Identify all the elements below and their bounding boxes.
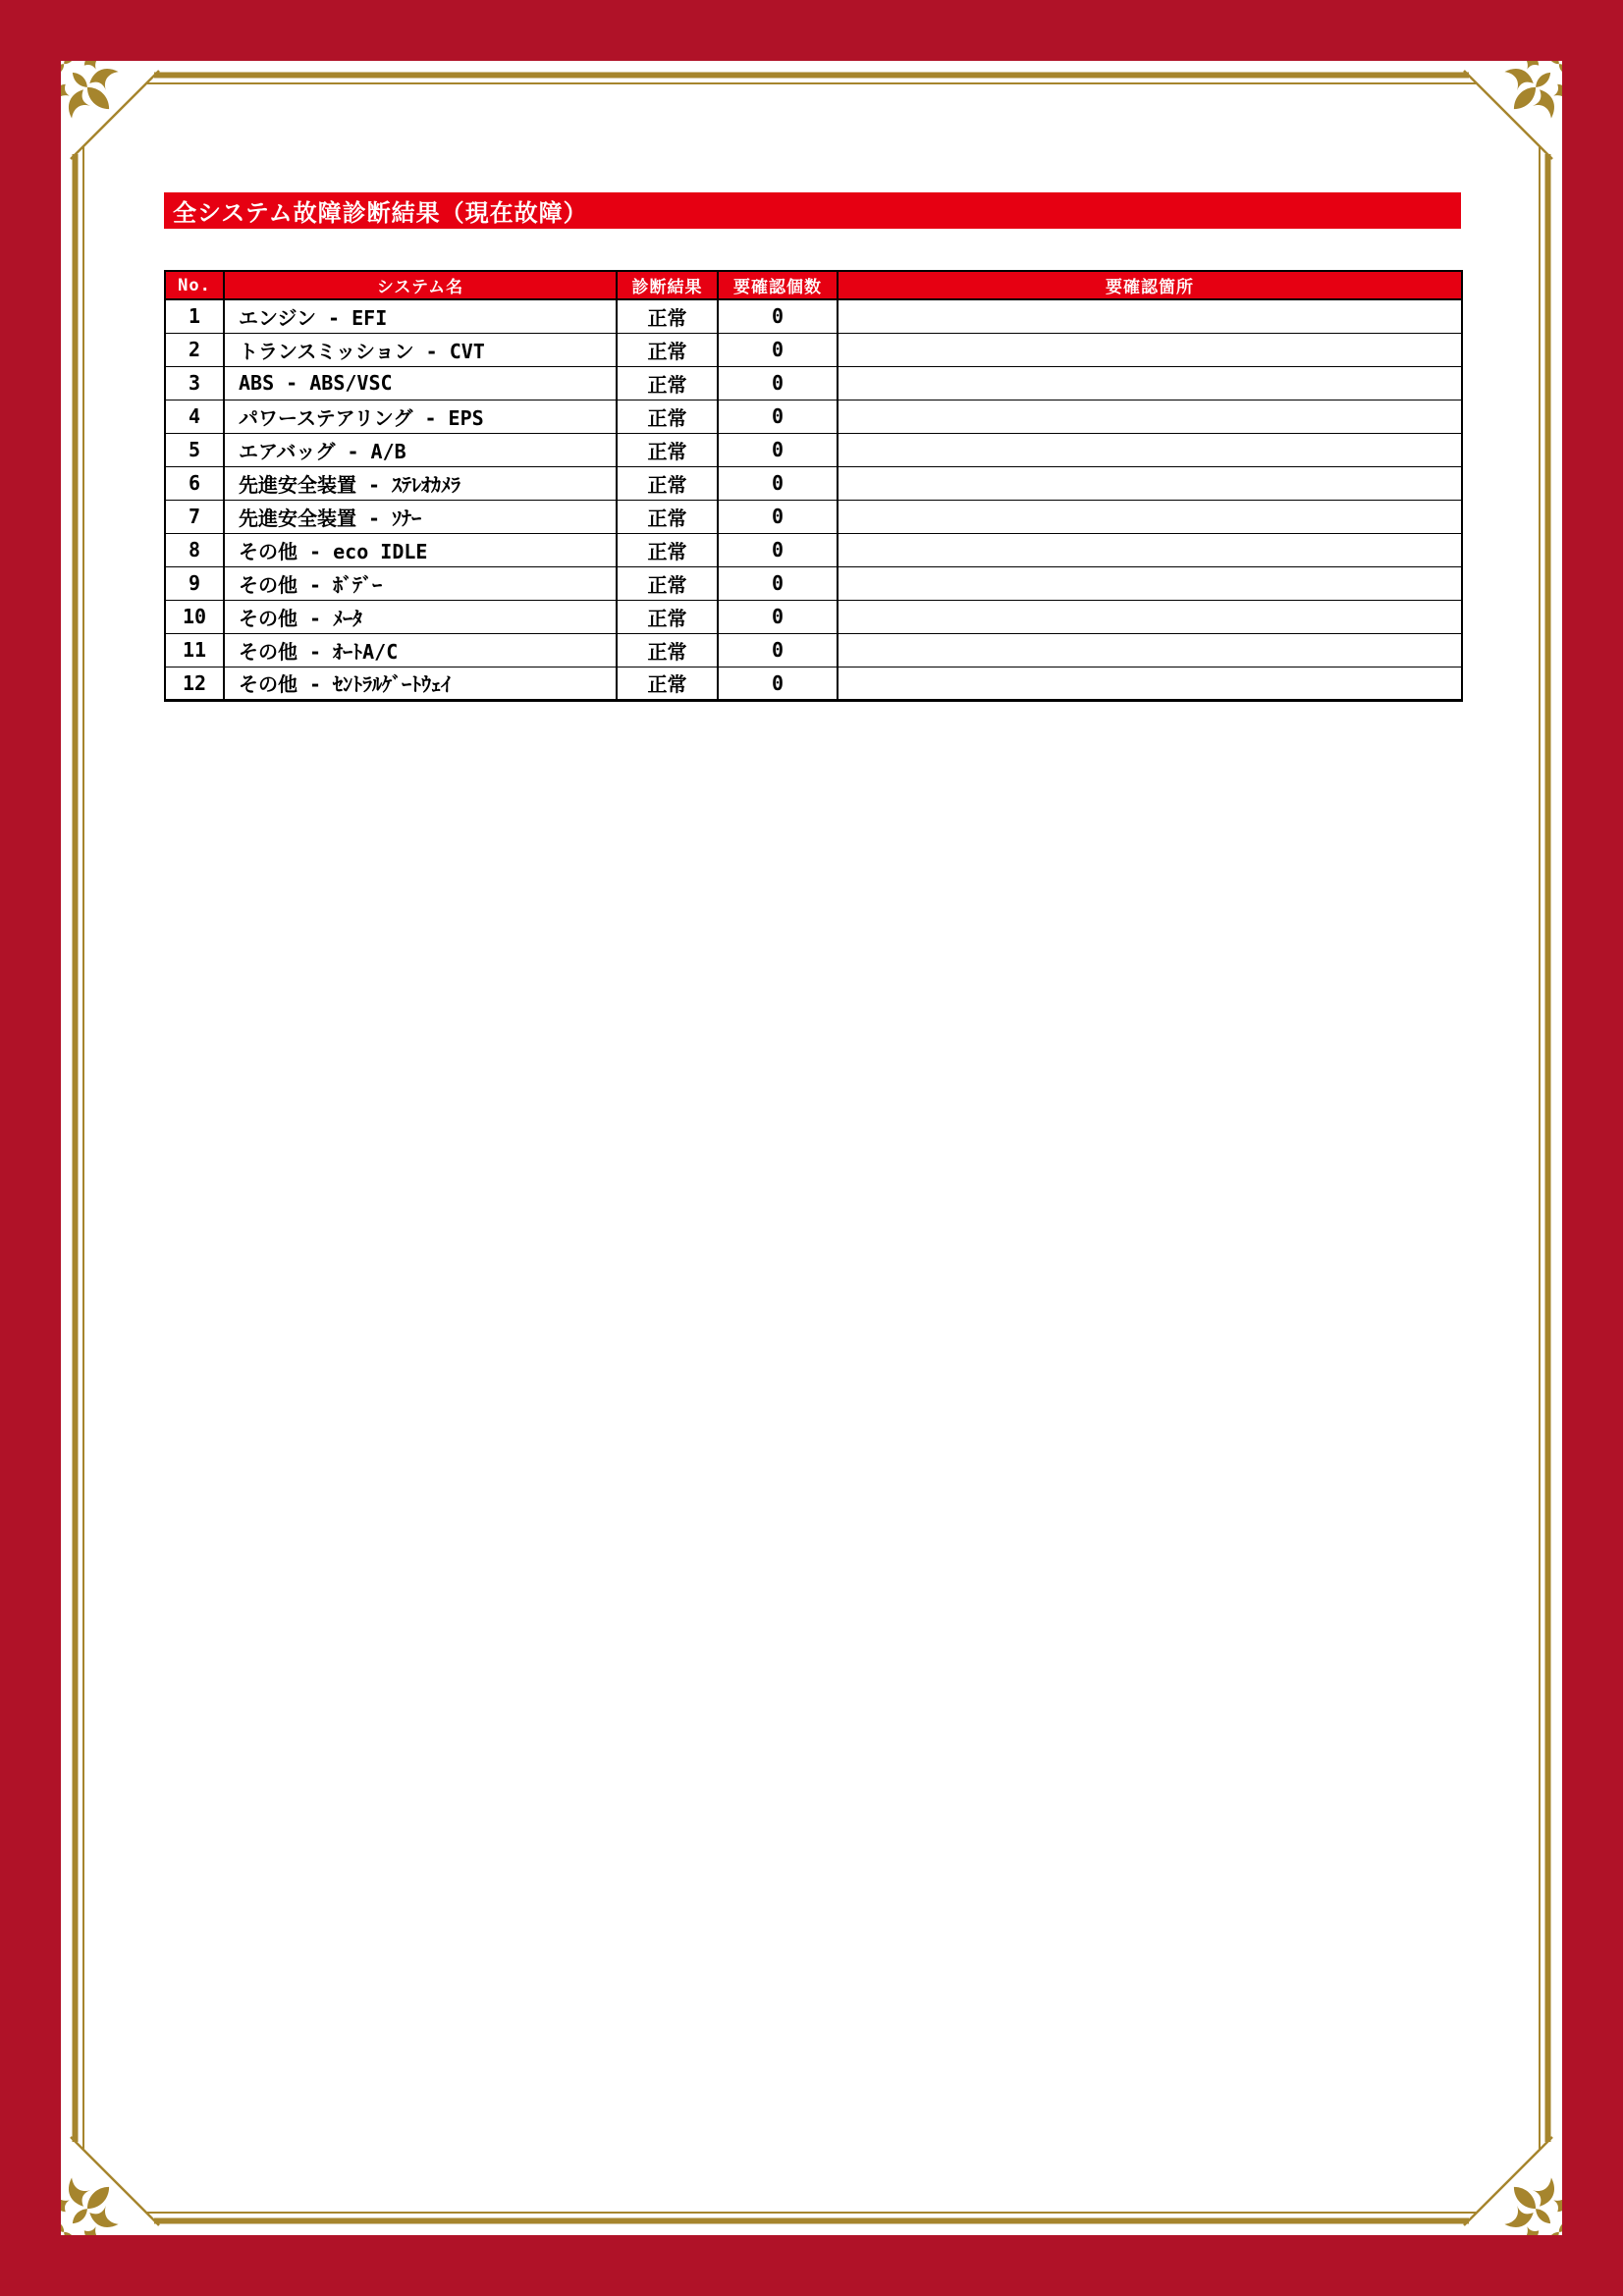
- row-result: 正常: [617, 433, 718, 466]
- header-confirm-count: 要確認個数: [718, 271, 838, 299]
- row-count: 0: [718, 366, 838, 400]
- row-no: 1: [165, 299, 224, 333]
- row-count: 0: [718, 333, 838, 366]
- row-note: [838, 333, 1462, 366]
- row-count: 0: [718, 533, 838, 566]
- row-note: [838, 600, 1462, 633]
- table-row: [165, 299, 1462, 333]
- row-system: 先進安全装置 - ｿﾅｰ: [224, 500, 617, 533]
- row-note: [838, 667, 1462, 700]
- row-no: 7: [165, 500, 224, 533]
- table-row: [165, 667, 1462, 700]
- page-title: 全システム故障診断結果（現在故障）: [173, 199, 588, 227]
- row-count: 0: [718, 667, 838, 700]
- row-result: 正常: [617, 566, 718, 600]
- row-note: [838, 466, 1462, 500]
- row-note: [838, 500, 1462, 533]
- row-system: その他 - ｾﾝﾄﾗﾙｹﾞｰﾄｳｪｲ: [224, 667, 617, 700]
- row-note: [838, 433, 1462, 466]
- row-system: その他 - ｵｰﾄA/C: [224, 633, 617, 667]
- row-count: 0: [718, 566, 838, 600]
- table-row: [165, 400, 1462, 433]
- table-row: [165, 333, 1462, 366]
- row-no: 2: [165, 333, 224, 366]
- row-system: エアバッグ - A/B: [224, 433, 617, 466]
- row-note: [838, 400, 1462, 433]
- row-count: 0: [718, 600, 838, 633]
- row-result: 正常: [617, 333, 718, 366]
- row-count: 0: [718, 299, 838, 333]
- table-row: [165, 466, 1462, 500]
- row-note: [838, 299, 1462, 333]
- table-row: [165, 633, 1462, 667]
- row-no: 3: [165, 366, 224, 400]
- page-content: [61, 61, 1562, 2235]
- table-row: [165, 566, 1462, 600]
- row-count: 0: [718, 633, 838, 667]
- row-result: 正常: [617, 500, 718, 533]
- header-confirm-location: 要確認箇所: [838, 271, 1462, 299]
- header-system-name: システム名: [224, 271, 617, 299]
- table-row: [165, 600, 1462, 633]
- row-count: 0: [718, 500, 838, 533]
- row-system: ABS - ABS/VSC: [224, 366, 617, 400]
- row-result: 正常: [617, 366, 718, 400]
- diagnostic-results-table: [164, 270, 1463, 702]
- row-count: 0: [718, 466, 838, 500]
- table-row: [165, 533, 1462, 566]
- row-count: 0: [718, 433, 838, 466]
- header-diagnosis-result: 診断結果: [617, 271, 718, 299]
- row-result: 正常: [617, 667, 718, 700]
- row-note: [838, 633, 1462, 667]
- table-row: [165, 433, 1462, 466]
- table-row: [165, 500, 1462, 533]
- row-no: 6: [165, 466, 224, 500]
- row-system: その他 - ﾒｰﾀ: [224, 600, 617, 633]
- row-no: 10: [165, 600, 224, 633]
- row-system: エンジン - EFI: [224, 299, 617, 333]
- row-system: その他 - ﾎﾞﾃﾞｰ: [224, 566, 617, 600]
- row-no: 9: [165, 566, 224, 600]
- row-note: [838, 533, 1462, 566]
- row-no: 11: [165, 633, 224, 667]
- row-result: 正常: [617, 633, 718, 667]
- row-result: 正常: [617, 400, 718, 433]
- page-title-bar: [164, 192, 1461, 229]
- row-system: その他 - eco IDLE: [224, 533, 617, 566]
- row-note: [838, 566, 1462, 600]
- row-system: 先進安全装置 - ｽﾃﾚｵｶﾒﾗ: [224, 466, 617, 500]
- row-system: パワーステアリング - EPS: [224, 400, 617, 433]
- row-result: 正常: [617, 533, 718, 566]
- row-no: 4: [165, 400, 224, 433]
- row-no: 8: [165, 533, 224, 566]
- row-result: 正常: [617, 600, 718, 633]
- row-system: トランスミッション - CVT: [224, 333, 617, 366]
- row-no: 5: [165, 433, 224, 466]
- row-result: 正常: [617, 466, 718, 500]
- table-header-row: [165, 271, 1462, 299]
- row-note: [838, 366, 1462, 400]
- row-result: 正常: [617, 299, 718, 333]
- row-no: 12: [165, 667, 224, 700]
- row-count: 0: [718, 400, 838, 433]
- table-row: [165, 366, 1462, 400]
- header-no: No.: [165, 271, 224, 299]
